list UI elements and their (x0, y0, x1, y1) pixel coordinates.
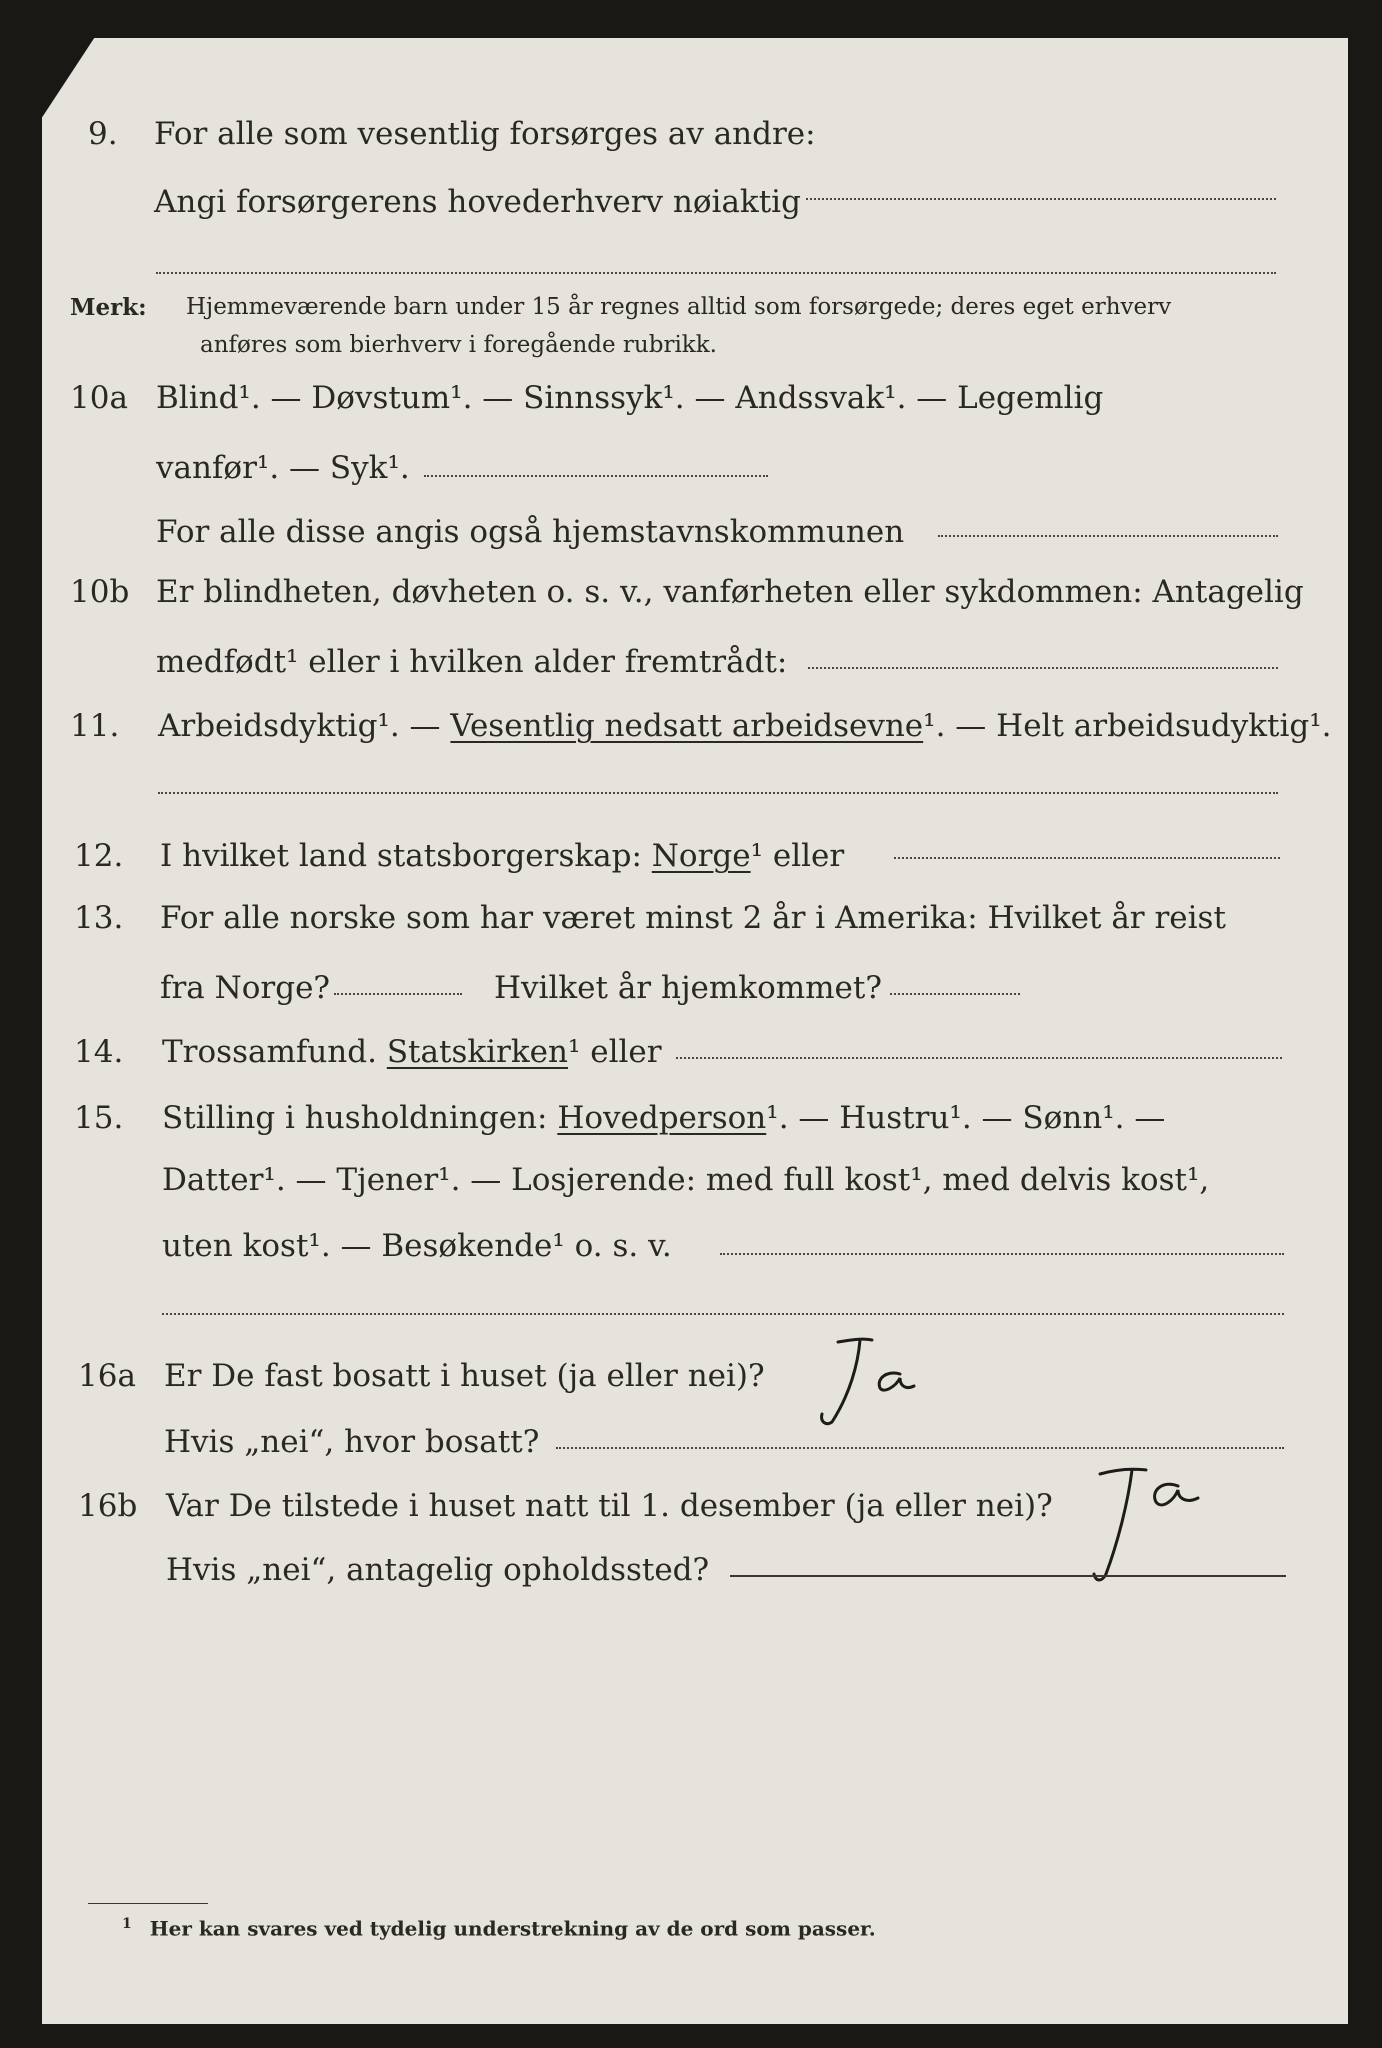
question-text: Angi forsørgerens hovederhverv nøiaktig (154, 184, 801, 220)
question-text: fra Norge? (160, 970, 331, 1006)
note-label: Merk: (70, 294, 147, 321)
answer-line[interactable] (730, 1575, 1286, 1577)
underlined-answer: Norge (651, 838, 751, 874)
underlined-answer: Statskirken (386, 1034, 568, 1070)
note-text: anføres som bierhverv i foregående rubrikk. (200, 332, 717, 358)
question-text: Trossamfund. Statskirken¹ eller (162, 1034, 662, 1070)
answer-line[interactable] (676, 1057, 1282, 1059)
question-number: 11. (70, 708, 120, 744)
question-number: 9. (88, 116, 118, 152)
question-text: Hvilket år hjemkommet? (494, 970, 882, 1006)
answer-line[interactable] (334, 993, 462, 995)
question-text: uten kost¹. — Besøkende¹ o. s. v. (162, 1228, 672, 1264)
question-text: For alle disse angis også hjemstavnskommunen (156, 514, 905, 550)
answer-line[interactable] (938, 535, 1278, 537)
answer-line[interactable] (556, 1447, 1284, 1449)
footnote-rule (88, 1903, 208, 1904)
question-number: 10a (70, 380, 128, 416)
footnote-text: Her kan svares ved tydelig understrekning av de ord som passer. (149, 1916, 876, 1941)
handwritten-answer (1074, 1462, 1224, 1592)
handwritten-answer (810, 1334, 930, 1430)
question-text: Er De fast bosatt i huset (ja eller nei)? (164, 1358, 765, 1394)
question-number: 16a (78, 1358, 136, 1394)
question-number: 16b (78, 1488, 138, 1524)
question-number: 15. (74, 1100, 124, 1136)
answer-line[interactable] (894, 857, 1280, 859)
question-text: Stilling i husholdningen: Hovedperson¹. — Hustru¹. — Sønn¹. — (162, 1100, 1166, 1136)
question-text: Er blindheten, døvheten o. s. v., vanførheten eller sykdommen: Antagelig (156, 574, 1304, 610)
answer-line[interactable] (890, 993, 1020, 995)
question-text: Blind¹. — Døvstum¹. — Sinnssyk¹. — Andssvak¹. — Legemlig (156, 380, 1104, 416)
question-text: Hvis „nei“, hvor bosatt? (164, 1424, 540, 1460)
question-number: 13. (74, 900, 124, 936)
answer-line[interactable] (808, 667, 1278, 669)
note (70, 294, 147, 321)
question-text: I hvilket land statsborgerskap: Norge¹ eller (160, 838, 845, 874)
question-text: Arbeidsdyktig¹. — Vesentlig nedsatt arbeidsevne¹. — Helt arbeidsudyktig¹. (158, 708, 1332, 744)
footnote (122, 1916, 876, 1941)
footnote-mark: 1 (122, 1916, 132, 1932)
question-number: 12. (74, 838, 124, 874)
answer-line[interactable] (162, 1313, 1284, 1315)
question-text: For alle som vesentlig forsørges av andre: (154, 116, 816, 152)
question-text: Var De tilstede i huset natt til 1. desember (ja eller nei)? (166, 1488, 1053, 1524)
answer-line[interactable] (158, 792, 1278, 794)
question-text: medfødt¹ eller i hvilken alder fremtrådt: (156, 644, 788, 680)
question-text: For alle norske som har været minst 2 år i Amerika: Hvilket år reist (160, 900, 1226, 936)
answer-line[interactable] (720, 1253, 1284, 1255)
question-text: vanfør¹. — Syk¹. (156, 450, 410, 486)
answer-line[interactable] (424, 475, 768, 477)
answer-line[interactable] (806, 198, 1276, 200)
underlined-answer: Hovedperson (557, 1100, 767, 1136)
question-number: 10b (70, 574, 130, 610)
answer-line[interactable] (156, 272, 1276, 274)
underlined-answer: Vesentlig nedsatt arbeidsevne (450, 708, 924, 744)
question-text: Datter¹. — Tjener¹. — Losjerende: med full kost¹, med delvis kost¹, (162, 1162, 1210, 1198)
question-number: 14. (74, 1034, 124, 1070)
note-text: Hjemmeværende barn under 15 år regnes alltid som forsørgede; deres eget erhverv (186, 294, 1172, 320)
question-text: Hvis „nei“, antagelig opholdssted? (166, 1552, 710, 1588)
